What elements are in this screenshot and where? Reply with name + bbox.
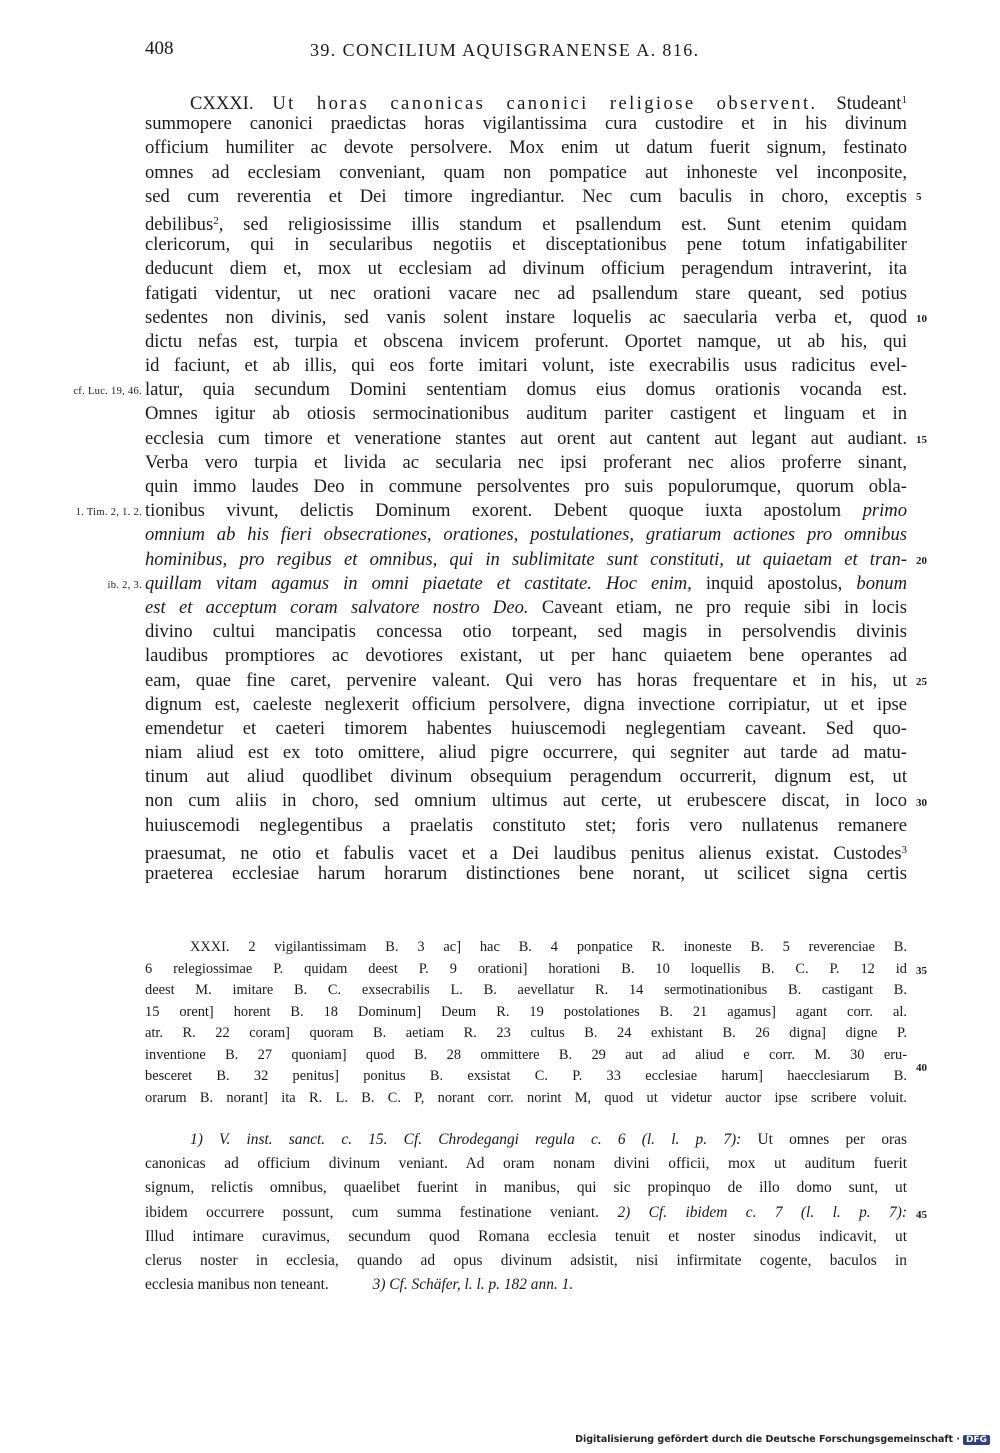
text-line: quin immo laudes Deo in commune persolventes pro suis populorumque, quorum obla- [145,476,907,497]
text-line: Verba vero turpia et livida ac secularia nec ipsi proferant nec alios proferre sinant, [145,451,907,473]
quotation-line: hominibus, pro regibus et omnibus, qui in sublimitate sunt constituti, ut quiaetam et tran- [145,548,907,570]
line-number: 5 [916,191,922,203]
text-line [145,209,907,233]
critical-apparatus [145,937,907,1109]
text-fragment: ecclesia manibus non teneant. [145,1276,329,1294]
footnote-reference: 1) V. inst. sanct. c. 15. Cf. Chrodegangi regula c. 6 (l. l. p. 7): [190,1131,742,1148]
text-line: divino cultui mancipatis concessa otio torpeant, sed magis in persolvendis divinis [145,621,907,643]
text-line: fatigati videntur, ut nec orationi vacare nec ad psallendum stare queant, sed potius [145,282,907,304]
footnote-marker: 2 [213,214,219,227]
line-number: 15 [916,434,927,446]
apparatus-line: inventione B. 27 quoniam] quod B. 28 ommittere B. 29 aut ad aliud e corr. M. 30 eru- [145,1046,907,1063]
text-line: clericorum, qui in secularibus negotiis et disceptationibus pene totum infatigabiliter [145,234,907,256]
text-line: deducunt diem et, mox ut ecclesiam ad divinum officium peragendum intraverint, ita [145,258,907,280]
footnote-line [145,1128,907,1152]
footnote-marker: 1 [901,94,907,106]
apparatus-line: atr. R. 22 coram] quoram B. aetiam R. 23 cultus B. 24 exhistant B. 26 digna] digne P. [145,1025,907,1041]
text-line: huiuscemodi neglegentibus a praelatis constituto stet; foris vero nullatenus remanere [145,814,907,836]
text-line: latur, quia secundum Domini sententiam domus eius domus orationis vocanda est. [145,379,907,401]
text-fragment: inquid apostolus, [705,572,843,594]
credit-text: Digitalisierung gefördert durch die Deutsche Forschungsgemeinschaft · [575,1434,960,1445]
text-fragment: debilibus [145,213,214,235]
text-line [145,88,907,112]
text-line: officium humiliter ac devote persolvere. Mox enim ut datum fuerit signum, festinato [145,137,907,159]
footnotes [145,1128,907,1297]
text-fragment: , sed religiosissime illis standum et psallendum est. Sunt etenim quidam [218,213,907,235]
text-line [145,596,907,620]
line-number: 25 [916,676,927,688]
apparatus-line: XXXI. 2 vigilantissimam B. 3 ac] hac B. 4 ponpatice R. inoneste B. 5 reverenciae B. [190,939,907,955]
text-fragment: Studeant [836,93,902,114]
text-line: ecclesia cum timore et veneratione stantes aut orent aut cantent aut legant aut audiant. [145,427,907,449]
quotation: quillam vitam agamus in omni piaetate et castitate. Hoc enim, [145,572,692,594]
text-line [145,838,907,862]
text-line: tinum aut aliud quodlibet divinum obsequium peragendum occurrerit, dignum est, ut [145,766,907,788]
line-number: 30 [916,797,927,809]
footnote-reference: 2) Cf. ibidem c. 7 (l. l. p. 7): [617,1203,907,1221]
text-line: sedentes non divinis, sed vanis solent instare loquelis ac saecularia verba et, quod [145,306,907,328]
text-line: omnes ad ecclesiam conveniant, quam non pompatice aut inhoneste vel inconposite, [145,161,907,183]
text-line: niam aliud est ex toto omittere, aliud pigre occurrere, qui segniter aut tarde ad matu- [145,742,907,764]
text-line: praeterea ecclesiae harum horarum distinctiones bene norant, ut scilicet signa certis [145,863,907,884]
chapter-title: Ut horas canonicas canonici religiose observent. [272,93,818,114]
apparatus-line: 6 relegiossimae P. quidam deest P. 9 orationi] horationi B. 10 loquellis B. C. P. 12 id [145,960,907,977]
text-line: Omnes igitur ab otiosis sermocinationibus auditum pariter castigent et linguam et in [145,403,907,425]
apparatus-line: 15 orent] horent B. 18 Dominum] Deum R. 19 postolationes B. 21 agamus] agant corr. al. [145,1003,907,1020]
digitization-credit [575,1434,990,1445]
page-number: 408 [145,38,174,59]
text-line: sed cum reverentia et Dei timore ingrediantur. Nec cum baculis in choro, exceptis [145,185,907,207]
line-number: 20 [916,555,927,567]
main-text [145,88,907,886]
footnote-line: clerus noster in ecclesia, quando ad opus divinum adsistit, nisi infirmitate cogente, baculos in [145,1251,907,1269]
margin-ref-ib: ib. 2, 3. [107,580,142,591]
text-line: emendetur et caeteri timorem habentes huiuscemodi neglegentiam caveant. Sed quo- [145,717,907,739]
quotation: primo [862,500,907,522]
apparatus-line: deest M. imitare B. C. exsecrabilis L. B. aevellatur R. 14 sermotinationibus B. castigant B. [145,982,907,998]
quotation: est et acceptum coram salvatore nostro Deo. [145,596,529,618]
text-line [145,499,907,523]
apparatus-line: besceret B. 32 penitus] ponitus B. exsistat C. P. 33 ecclesiae harum] haecclesiarum B. [145,1068,907,1084]
footnote-reference: 3) Cf. Schäfer, l. l. p. 182 ann. 1. [372,1276,574,1294]
text-line [145,572,907,596]
line-number: 10 [916,313,927,325]
text-fragment: praesumat, ne otio et fabulis vacet et a Dei laudibus penitus alienus existat. Custodes [145,842,902,864]
margin-ref-luc: cf. Luc. 19, 46. [73,386,142,397]
line-number: 35 [916,965,927,977]
footnote-line [145,1201,907,1225]
footnote-line: signum, relictis omnibus, quaelibet fuerint in manibus, qui sic propinquo de illo domo sunt, ut [145,1179,907,1197]
text-fragment: tionibus vivunt, delictis Dominum exorent. Debent quoque iuxta apostolum [145,500,842,522]
text-line: id faciunt, et ab illis, qui eos forte imitari volunt, iste execrabilis usus radicitus evel- [145,355,907,377]
text-line: dictu nefas est, turpia et obscena invicem proferunt. Oportet namque, ut ab his, qui [145,330,907,352]
line-number: 45 [916,1209,927,1221]
margin-ref-tim: 1. Tim. 2, 1. 2. [75,507,142,518]
footnote-line: Illud intimare curavimus, secundum quod Romana ecclesia tenuit et noster sinodus indicavit, ut [145,1227,907,1245]
text-fragment: ibidem occurrere possunt, cum summa festinatione veniant. [145,1203,600,1221]
footnote-marker: 3 [901,843,907,856]
dfg-logo: DFG [963,1435,990,1445]
running-head: 39. CONCILIUM AQUISGRANENSE A. 816. [310,40,700,60]
text-fragment: Caveant etiam, ne pro requie sibi in locis [541,596,907,618]
apparatus-line: orarum B. norant] ita R. L. B. C. P, norant corr. norint M, quod ut videtur auctor ipse scribere voluit. [145,1089,907,1106]
text-line: summopere canonici praedictas horas vigilantissima cura custodire et in his divinum [145,113,907,135]
text-line: dignum est, caeleste neglexerit officium persolvere, digna invectione corripiatur, ut et ipse [145,693,907,715]
text-line: non cum aliis in choro, sed omnium ultimus aut certe, ut erubescere discat, in loco [145,790,907,812]
footnote-line [145,1273,907,1297]
chapter-number: CXXXI. [190,93,254,114]
line-number: 40 [916,1062,927,1074]
text-fragment: Ut omnes per oras [757,1131,907,1148]
quotation-line: omnium ab his fieri obsecrationes, orationes, postulationes, gratiarum actiones pro omnibus [145,524,907,546]
quotation: bonum [856,572,908,594]
text-line: laudibus promptiores ac devotiores existant, ut per hanc quiaetem bene operantes ad [145,645,907,667]
text-line: eam, quae fine caret, pervenire valeant. Qui vero has horas frequentare et in his, ut [145,669,907,691]
footnote-line: canonicas ad officium divinum veniant. Ad oram nonam divini officii, mox ut auditum fuerit [145,1155,907,1173]
